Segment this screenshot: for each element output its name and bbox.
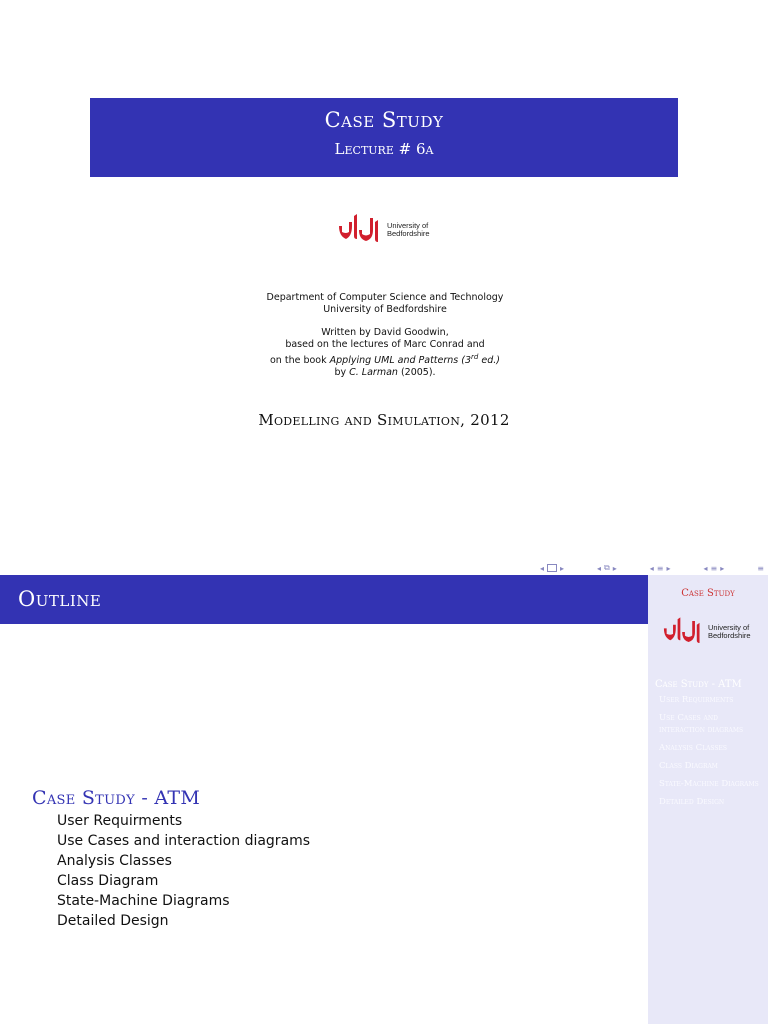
sidebar-item-analysis-classes[interactable]: Analysis Classes	[659, 743, 728, 753]
outline-item[interactable]: User Requirments	[57, 813, 183, 829]
written-by: Written by David Goodwin,	[321, 327, 449, 338]
department-name: Department of Computer Science and Technology	[266, 292, 504, 303]
nav-subsection-group[interactable]	[597, 563, 617, 573]
arrow-right-icon[interactable]: ▸	[612, 563, 617, 573]
lines-icon: ≡	[656, 563, 664, 573]
department-info	[190, 292, 580, 316]
university-name: University of Bedfordshire	[323, 304, 447, 315]
outline-slide	[0, 575, 768, 1024]
nav-document-group[interactable]	[704, 564, 725, 573]
arrow-right-icon[interactable]: ▸	[560, 563, 565, 573]
book-line: on the book Applying UML and Patterns (3rd ed.)	[270, 353, 500, 367]
arrow-left-icon[interactable]: ◂	[597, 563, 602, 573]
title-banner	[90, 98, 678, 177]
course-name: Modelling and Simulation, 2012	[258, 411, 510, 429]
arrow-left-icon[interactable]: ◂	[540, 563, 545, 573]
slide-subtitle: Lecture # 6a	[334, 140, 434, 158]
slide-title: Case Study	[324, 108, 444, 132]
outline-section-title[interactable]: Case Study - ATM	[32, 787, 201, 809]
nav-search-group[interactable]	[757, 564, 764, 573]
sidebar-item-detailed-design[interactable]: Detailed Design	[659, 797, 725, 807]
beamer-navigation-bar	[540, 561, 764, 575]
sidebar-item-user-requirments[interactable]: User Requirments	[659, 695, 734, 705]
book-title: Applying UML and Patterns (3	[329, 355, 472, 367]
credits	[190, 327, 580, 379]
sidebar-section-link[interactable]: Case Study - ATM	[655, 679, 742, 690]
university-logo	[338, 212, 430, 248]
outline-item[interactable]: Class Diagram	[57, 873, 159, 889]
sidebar-item-state-machine[interactable]: State-Machine Diagrams	[659, 779, 759, 789]
logo-text: University of Bedfordshire	[387, 221, 430, 238]
outline-item[interactable]: Detailed Design	[57, 913, 169, 929]
arrow-right-icon[interactable]: ▸	[720, 563, 725, 573]
sidebar-title[interactable]: Case Study	[681, 588, 735, 599]
outline-item[interactable]: State-Machine Diagrams	[57, 893, 230, 909]
uob-logo-icon	[663, 615, 705, 649]
stacked-box-icon: ⧉	[604, 563, 610, 572]
arrow-left-icon[interactable]: ◂	[649, 563, 654, 573]
outline-item[interactable]: Use Cases and interaction diagrams	[57, 833, 311, 849]
author-name: C. Larman	[349, 367, 398, 379]
frame-title: Outline	[18, 587, 102, 611]
nav-frame-group[interactable]	[540, 564, 564, 573]
box-icon	[547, 564, 557, 572]
based-on: based on the lectures of Marc Conrad and	[285, 339, 485, 350]
lines-icon[interactable]: ≡	[757, 563, 764, 573]
uob-logo-icon	[338, 212, 384, 248]
outline-list	[57, 811, 310, 931]
lines-icon: ≡	[710, 563, 718, 573]
arrow-left-icon[interactable]: ◂	[703, 563, 708, 573]
logo-text: University of Bedfordshire	[708, 623, 751, 640]
author-line: by C. Larman (2005).	[334, 367, 436, 379]
sidebar-item-class-diagram[interactable]: Class Diagram	[659, 761, 718, 771]
frame-title-bar	[0, 575, 648, 624]
sidebar-item-use-cases[interactable]: Use Cases and interaction diagrams	[659, 713, 744, 735]
sidebar-nav	[655, 679, 763, 814]
outline-content	[32, 787, 310, 931]
university-logo	[663, 615, 751, 649]
sidebar	[648, 575, 768, 1024]
outline-item[interactable]: Analysis Classes	[57, 853, 172, 869]
arrow-right-icon[interactable]: ▸	[666, 563, 671, 573]
nav-section-group[interactable]	[650, 564, 671, 573]
